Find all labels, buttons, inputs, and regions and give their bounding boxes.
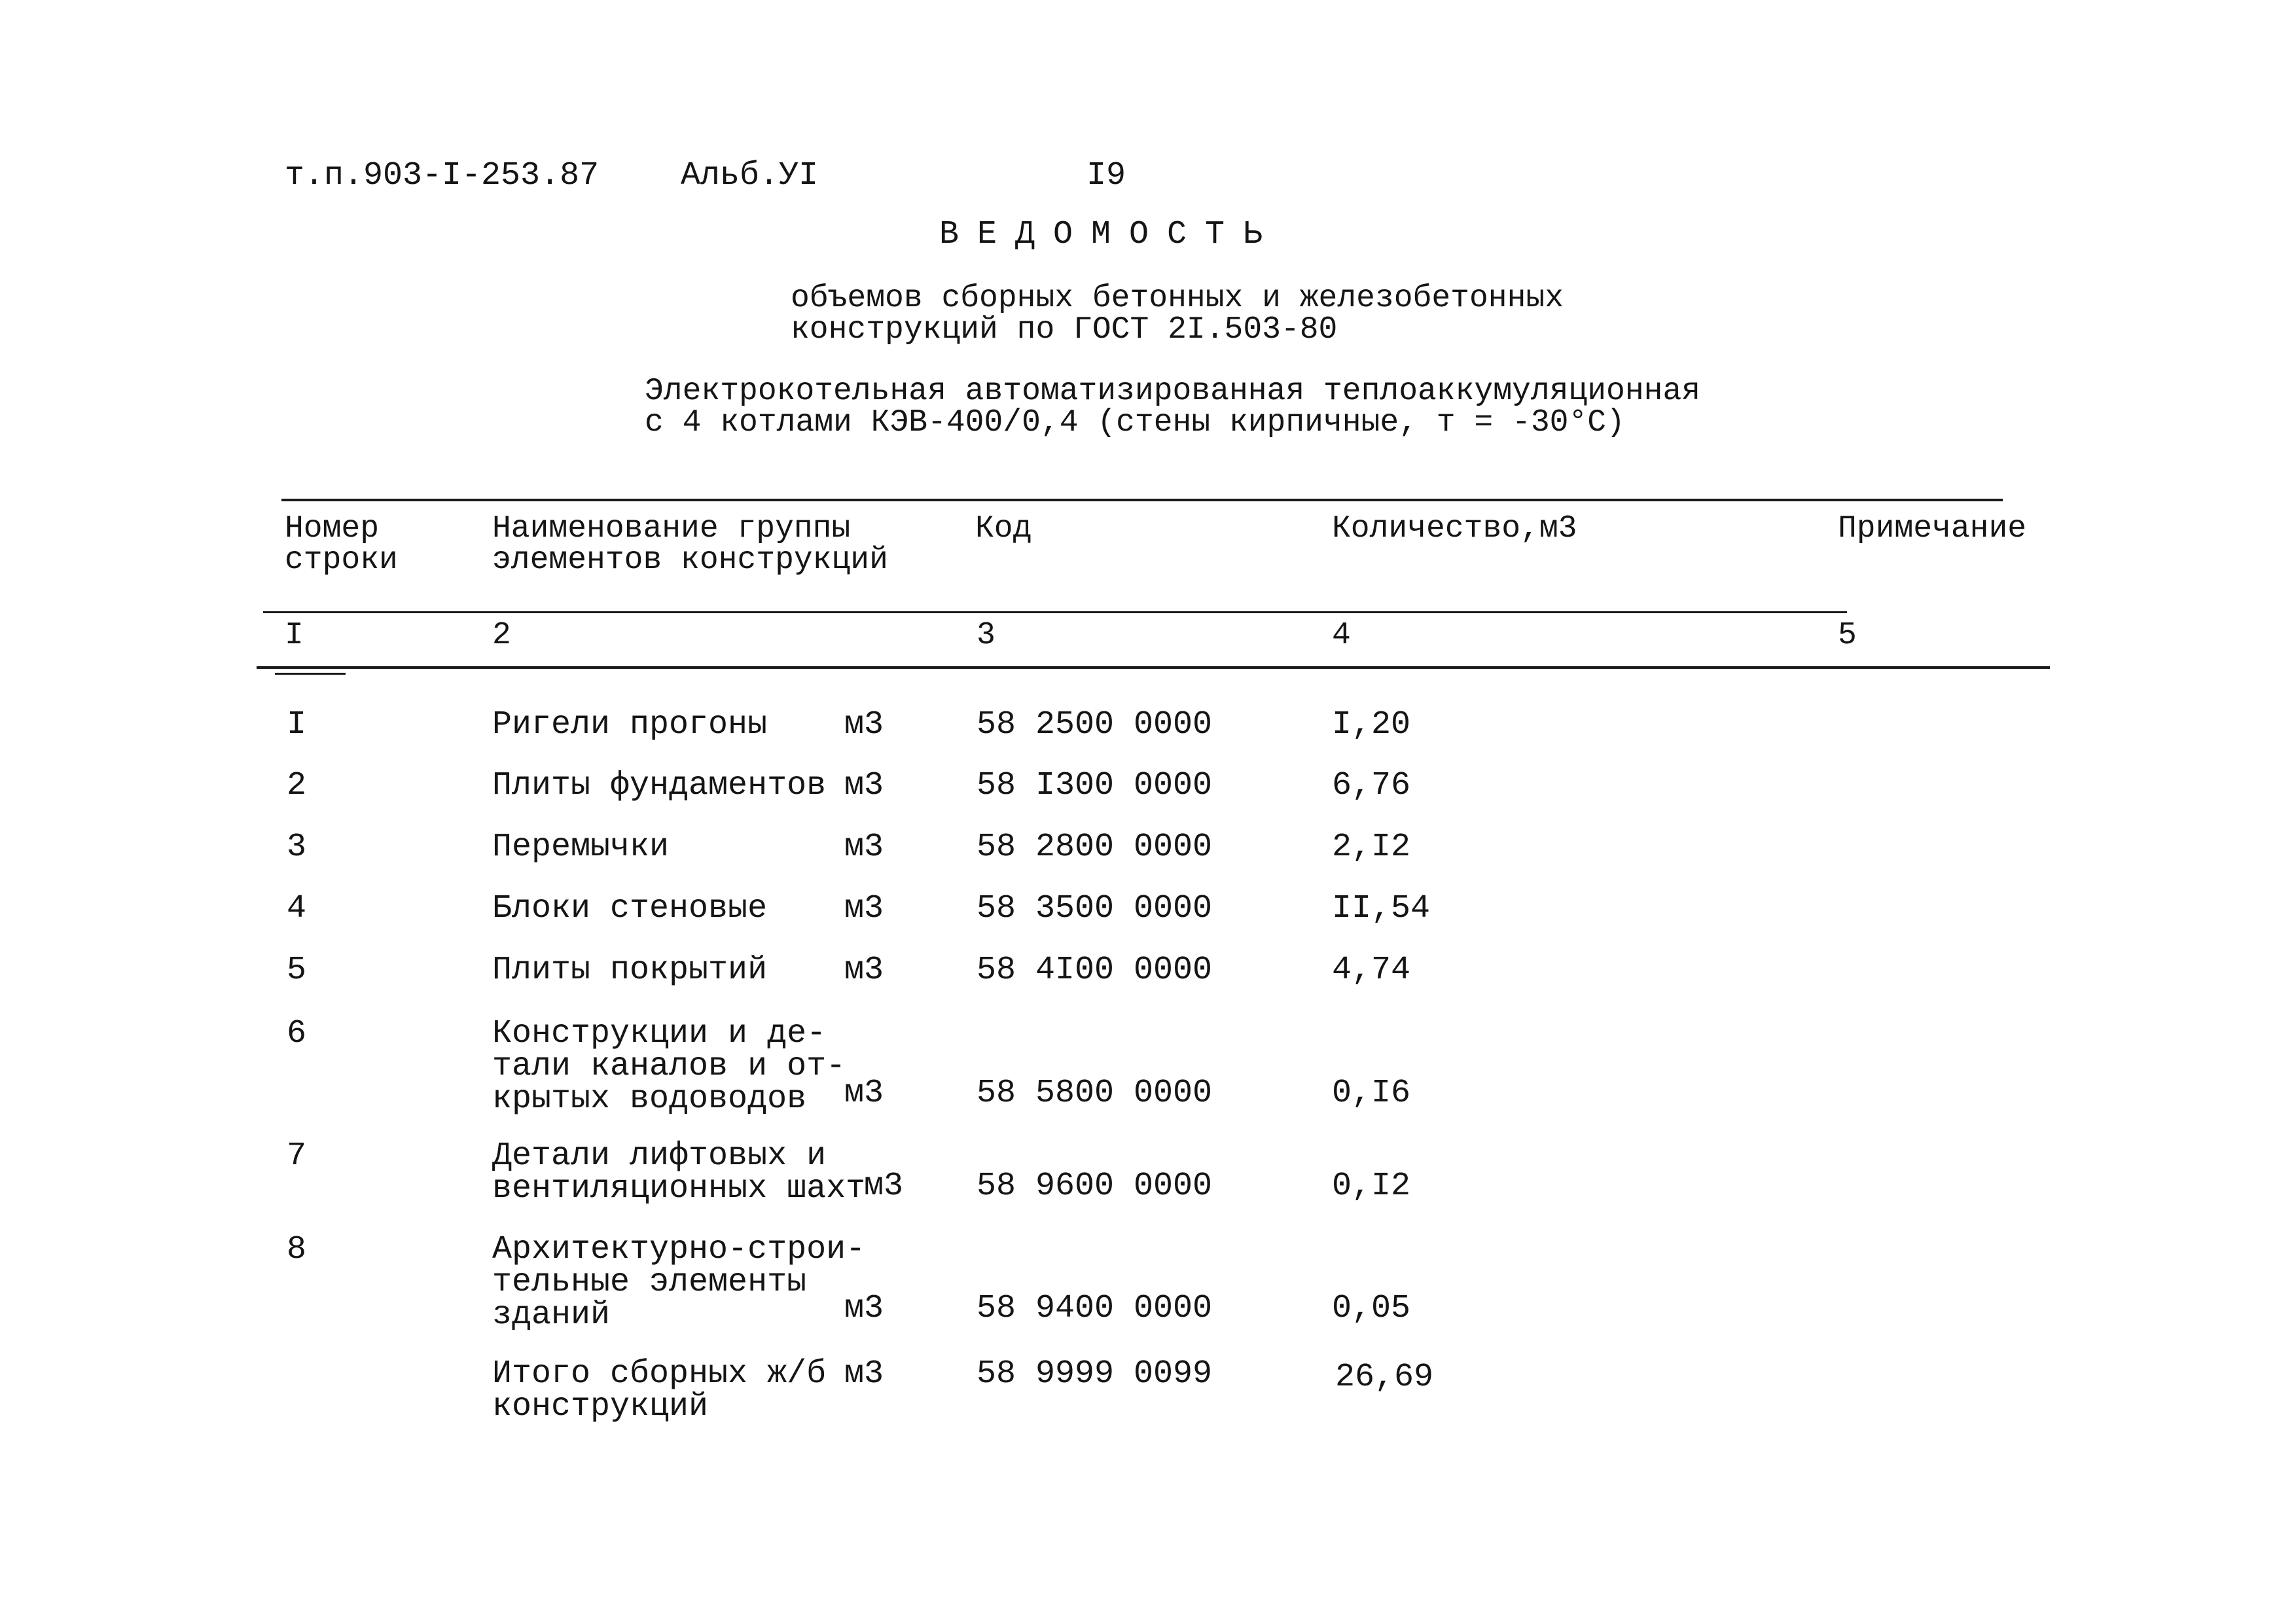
column-number-5: 5 [1838,618,1857,653]
column-header-quantity: Количество,м3 [1332,511,1577,546]
row-2-name: Плиты фундаментов [492,767,827,804]
row-5-code: 58 4I00 0000 [977,952,1213,989]
row-5-quantity: 4,74 [1332,952,1411,989]
object-line-1: Электрокотельная автоматизированная теплоаккумуляционная [645,374,1701,409]
table-header-bottom-rule [257,666,2050,669]
table-header-short-rule [275,673,346,675]
row-6-code: 58 5800 0000 [977,1075,1213,1112]
row-8-code: 58 9400 0000 [977,1290,1213,1327]
subtitle-line-2: конструкций по ГОСТ 2I.503-80 [791,312,1338,348]
row-6-quantity: 0,I6 [1332,1075,1411,1112]
row-1-name: Ригели прогоны [492,706,768,743]
column-header-name: Наименование группы элементов конструкций [492,511,888,578]
row-2-code: 58 I300 0000 [977,767,1213,804]
row-8-unit: м3 [844,1290,884,1327]
row-3-unit: м3 [844,829,884,866]
column-number-2: 2 [492,618,511,653]
row-1-quantity: I,20 [1332,706,1411,743]
column-header-note: Примечание [1838,511,2027,546]
total-unit: м3 [844,1355,884,1393]
row-8-number: 8 [287,1231,307,1268]
row-2-number: 2 [287,767,307,804]
column-number-1: I [285,618,304,653]
row-4-unit: м3 [844,890,884,927]
row-4-code: 58 3500 0000 [977,890,1213,927]
row-2-unit: м3 [844,767,884,804]
row-6-unit: м3 [844,1075,884,1112]
row-7-name: Детали лифтовых и вентиляционных шахт [492,1137,866,1207]
row-8-name: Архитектурно-строи- тельные элементы зданий [492,1231,866,1334]
row-4-quantity: II,54 [1332,890,1431,927]
row-4-name: Блоки стеновые [492,890,768,927]
column-numbers-top-rule [263,611,1847,613]
row-3-number: 3 [287,829,307,866]
row-1-number: I [287,706,307,743]
row-7-unit: м3 [864,1168,904,1205]
column-header-code: Код [975,511,1032,546]
row-1-code: 58 2500 0000 [977,706,1213,743]
row-7-code: 58 9600 0000 [977,1168,1213,1205]
row-6-name: Конструкции и де- тали каналов и от- крытых водоводов [492,1015,846,1118]
row-7-number: 7 [287,1137,307,1175]
subtitle-line-1: объемов сборных бетонных и железобетонных [791,281,1564,316]
row-5-name: Плиты покрытий [492,952,768,989]
page-number: I9 [1086,157,1126,194]
row-3-name: Перемычки [492,829,670,866]
document-code: т.п.903-I-253.87 [285,157,600,194]
table-top-rule [281,499,2003,501]
total-name: Итого сборных ж/б конструкций [492,1355,827,1425]
column-header-row-number: Номер строки [285,511,398,578]
row-3-code: 58 2800 0000 [977,829,1213,866]
row-7-quantity: 0,I2 [1332,1168,1411,1205]
row-8-quantity: 0,05 [1332,1290,1411,1327]
row-3-quantity: 2,I2 [1332,829,1411,866]
column-number-4: 4 [1332,618,1351,653]
row-5-unit: м3 [844,952,884,989]
total-quantity: 26,69 [1335,1359,1434,1396]
row-5-number: 5 [287,952,307,989]
row-1-unit: м3 [844,706,884,743]
row-4-number: 4 [287,890,307,927]
row-2-quantity: 6,76 [1332,767,1411,804]
row-6-number: 6 [287,1015,307,1052]
album-number: Альб.УI [681,157,819,194]
page-title: ВЕДОМОСТЬ [939,216,1282,253]
column-number-3: 3 [977,618,996,653]
total-code: 58 9999 0099 [977,1355,1213,1393]
object-line-2: с 4 котлами КЭВ-400/0,4 (стены кирпичные, т = -30°С) [645,405,1625,440]
